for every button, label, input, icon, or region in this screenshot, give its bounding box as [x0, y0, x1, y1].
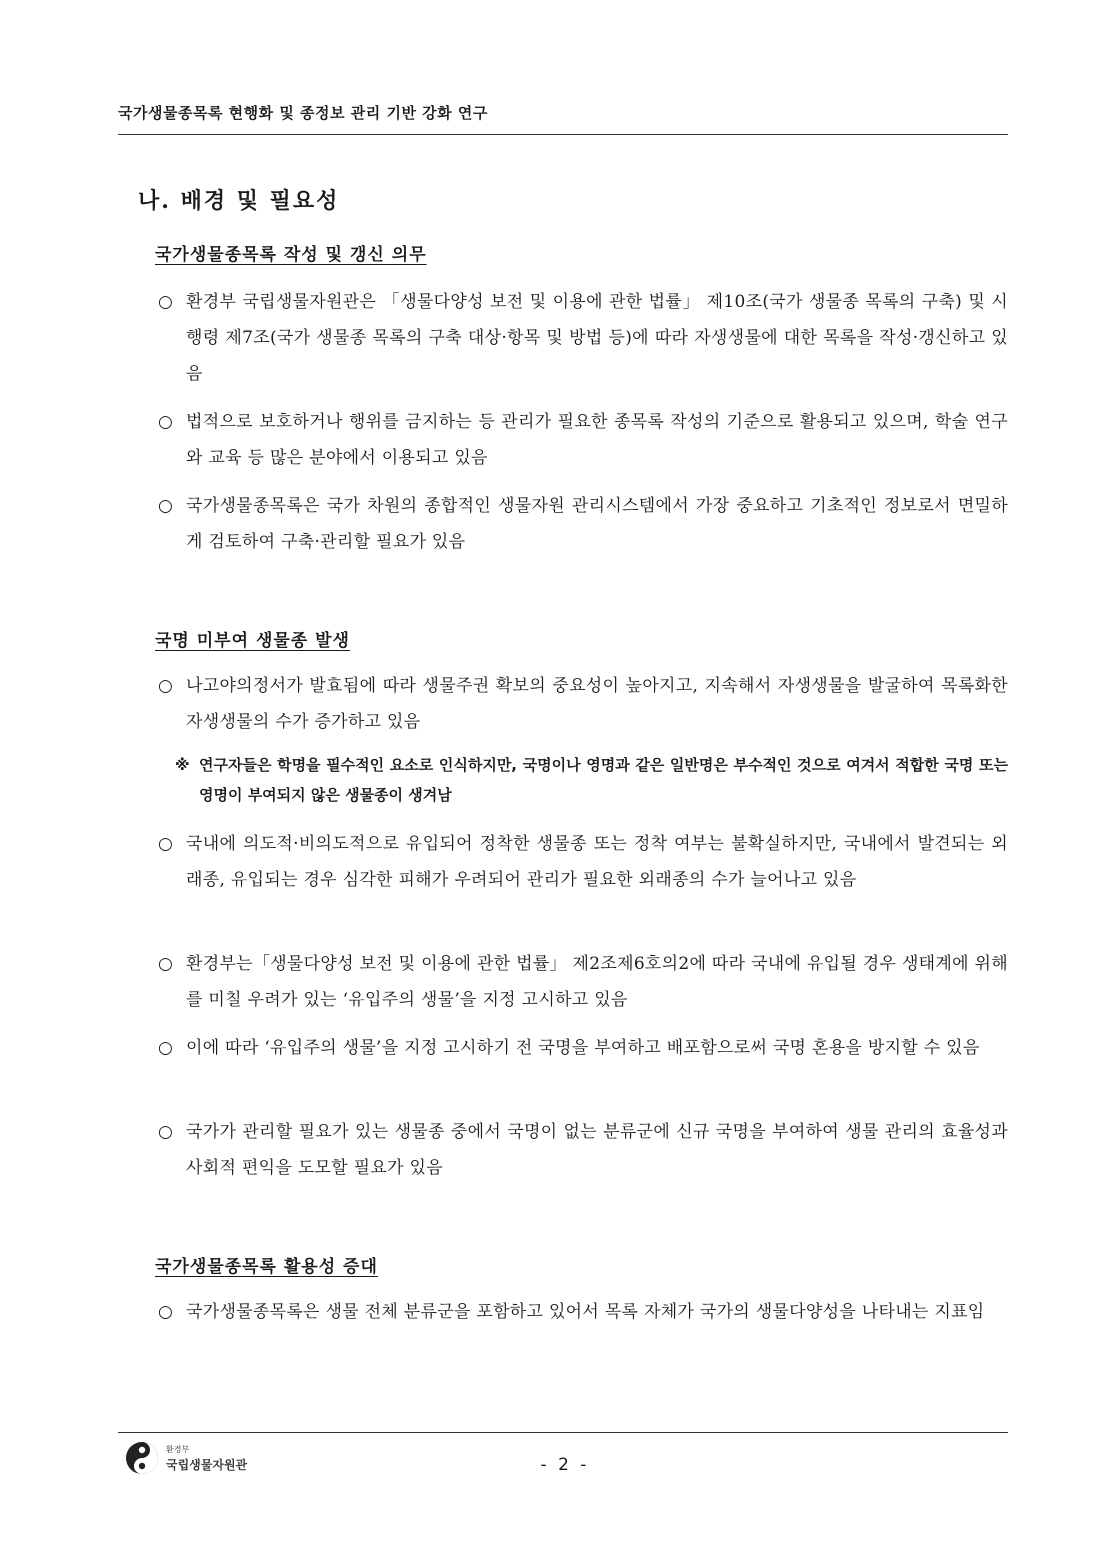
- bullet-text: 이에 따라 ‘유입주의 생물’을 지정 고시하기 전 국명을 부여하고 배포함으로써 국명 혼용을 방지할 수 있음: [186, 1038, 980, 1058]
- bullet-item: [158, 1114, 1008, 1186]
- header-divider: [118, 134, 1008, 135]
- bullet-item: [158, 668, 1008, 740]
- circle-bullet-icon: ○: [158, 1122, 173, 1142]
- bullet-item: [158, 826, 1008, 898]
- bullet-item: [158, 284, 1008, 392]
- bullet-text: 나고야의정서가 발효됨에 따라 생물주권 확보의 중요성이 높아지고, 지속해서 자생생물을 발굴하여 목록화한 자생생물의 수가 증가하고 있음: [186, 676, 1008, 732]
- nibr-logo-icon: [124, 1440, 160, 1476]
- bullet-text: 환경부는「생물다양성 보전 및 이용에 관한 법률」 제2조제6호의2에 따라 국내에 유입될 경우 생태계에 위해를 미칠 우려가 있는 ‘유입주의 생물’을 지정 고시하고 있음: [186, 954, 1008, 1010]
- circle-bullet-icon: ○: [158, 954, 173, 974]
- reference-note: [175, 750, 1008, 810]
- circle-bullet-icon: ○: [158, 292, 173, 312]
- circle-bullet-icon: ○: [158, 834, 173, 854]
- subsection-heading-utility: 국가생물종목록 활용성 증대: [155, 1257, 378, 1277]
- bullet-item: [158, 488, 1008, 560]
- bullet-text: 환경부 국립생물자원관은 「생물다양성 보전 및 이용에 관한 법률」 제10조(국가 생물종 목록의 구축) 및 시행령 제7조(국가 생물종 목록의 구축 대상·항목 및 방법 등)에 따라 자생생물에 대한 목록을 작성·갱신하고 있음: [186, 292, 1008, 384]
- note-text: 연구자들은 학명을 필수적인 요소로 인식하지만, 국명이나 영명과 같은 일반명은 부수적인 것으로 여겨서 적합한 국명 또는 영명이 부여되지 않은 생물종이 생겨남: [199, 756, 1008, 804]
- bullet-item: [158, 946, 1008, 1018]
- bullet-text: 국가생물종목록은 국가 차원의 종합적인 생물자원 관리시스템에서 가장 중요하고 기초적인 정보로서 면밀하게 검토하여 구축·관리할 필요가 있음: [186, 496, 1008, 552]
- subsection-heading-unnamed-species: 국명 미부여 생물종 발생: [155, 631, 350, 651]
- circle-bullet-icon: ○: [158, 412, 173, 432]
- circle-bullet-icon: ○: [158, 1038, 173, 1058]
- running-header-title: 국가생물종목록 현행화 및 종정보 관리 기반 강화 연구: [118, 104, 488, 122]
- circle-bullet-icon: ○: [158, 1302, 173, 1322]
- bullet-text: 법적으로 보호하거나 행위를 금지하는 등 관리가 필요한 종목록 작성의 기준으로 활용되고 있으며, 학술 연구와 교육 등 많은 분야에서 이용되고 있음: [186, 412, 1008, 468]
- bullet-item: [158, 1294, 1008, 1330]
- bullet-text: 국가생물종목록은 생물 전체 분류군을 포함하고 있어서 목록 자체가 국가의 생물다양성을 나타내는 지표임: [186, 1302, 985, 1322]
- logo-ministry-text: 환경부: [166, 1445, 190, 1454]
- bullet-item: [158, 404, 1008, 476]
- bullet-text: 국내에 의도적·비의도적으로 유입되어 정착한 생물종 또는 정착 여부는 불확실하지만, 국내에서 발견되는 외래종, 유입되는 경우 심각한 피해가 우려되어 관리가 필요한 외래종의 수가 늘어나고 있음: [186, 834, 1008, 890]
- logo-institute-name: 국립생물자원관: [166, 1458, 248, 1472]
- circle-bullet-icon: ○: [158, 496, 173, 516]
- subsection-heading-obligation: 국가생물종목록 작성 및 갱신 의무: [155, 245, 427, 265]
- footer-divider: [118, 1432, 1008, 1433]
- page-number: - 2 -: [540, 1455, 590, 1475]
- circle-bullet-icon: ○: [158, 676, 173, 696]
- section-heading: 나. 배경 및 필요성: [138, 188, 340, 214]
- bullet-text: 국가가 관리할 필요가 있는 생물종 중에서 국명이 없는 분류군에 신규 국명을 부여하여 생물 관리의 효율성과 사회적 편익을 도모할 필요가 있음: [186, 1122, 1008, 1178]
- bullet-item: [158, 1030, 1008, 1066]
- reference-mark-icon: ※: [175, 756, 190, 774]
